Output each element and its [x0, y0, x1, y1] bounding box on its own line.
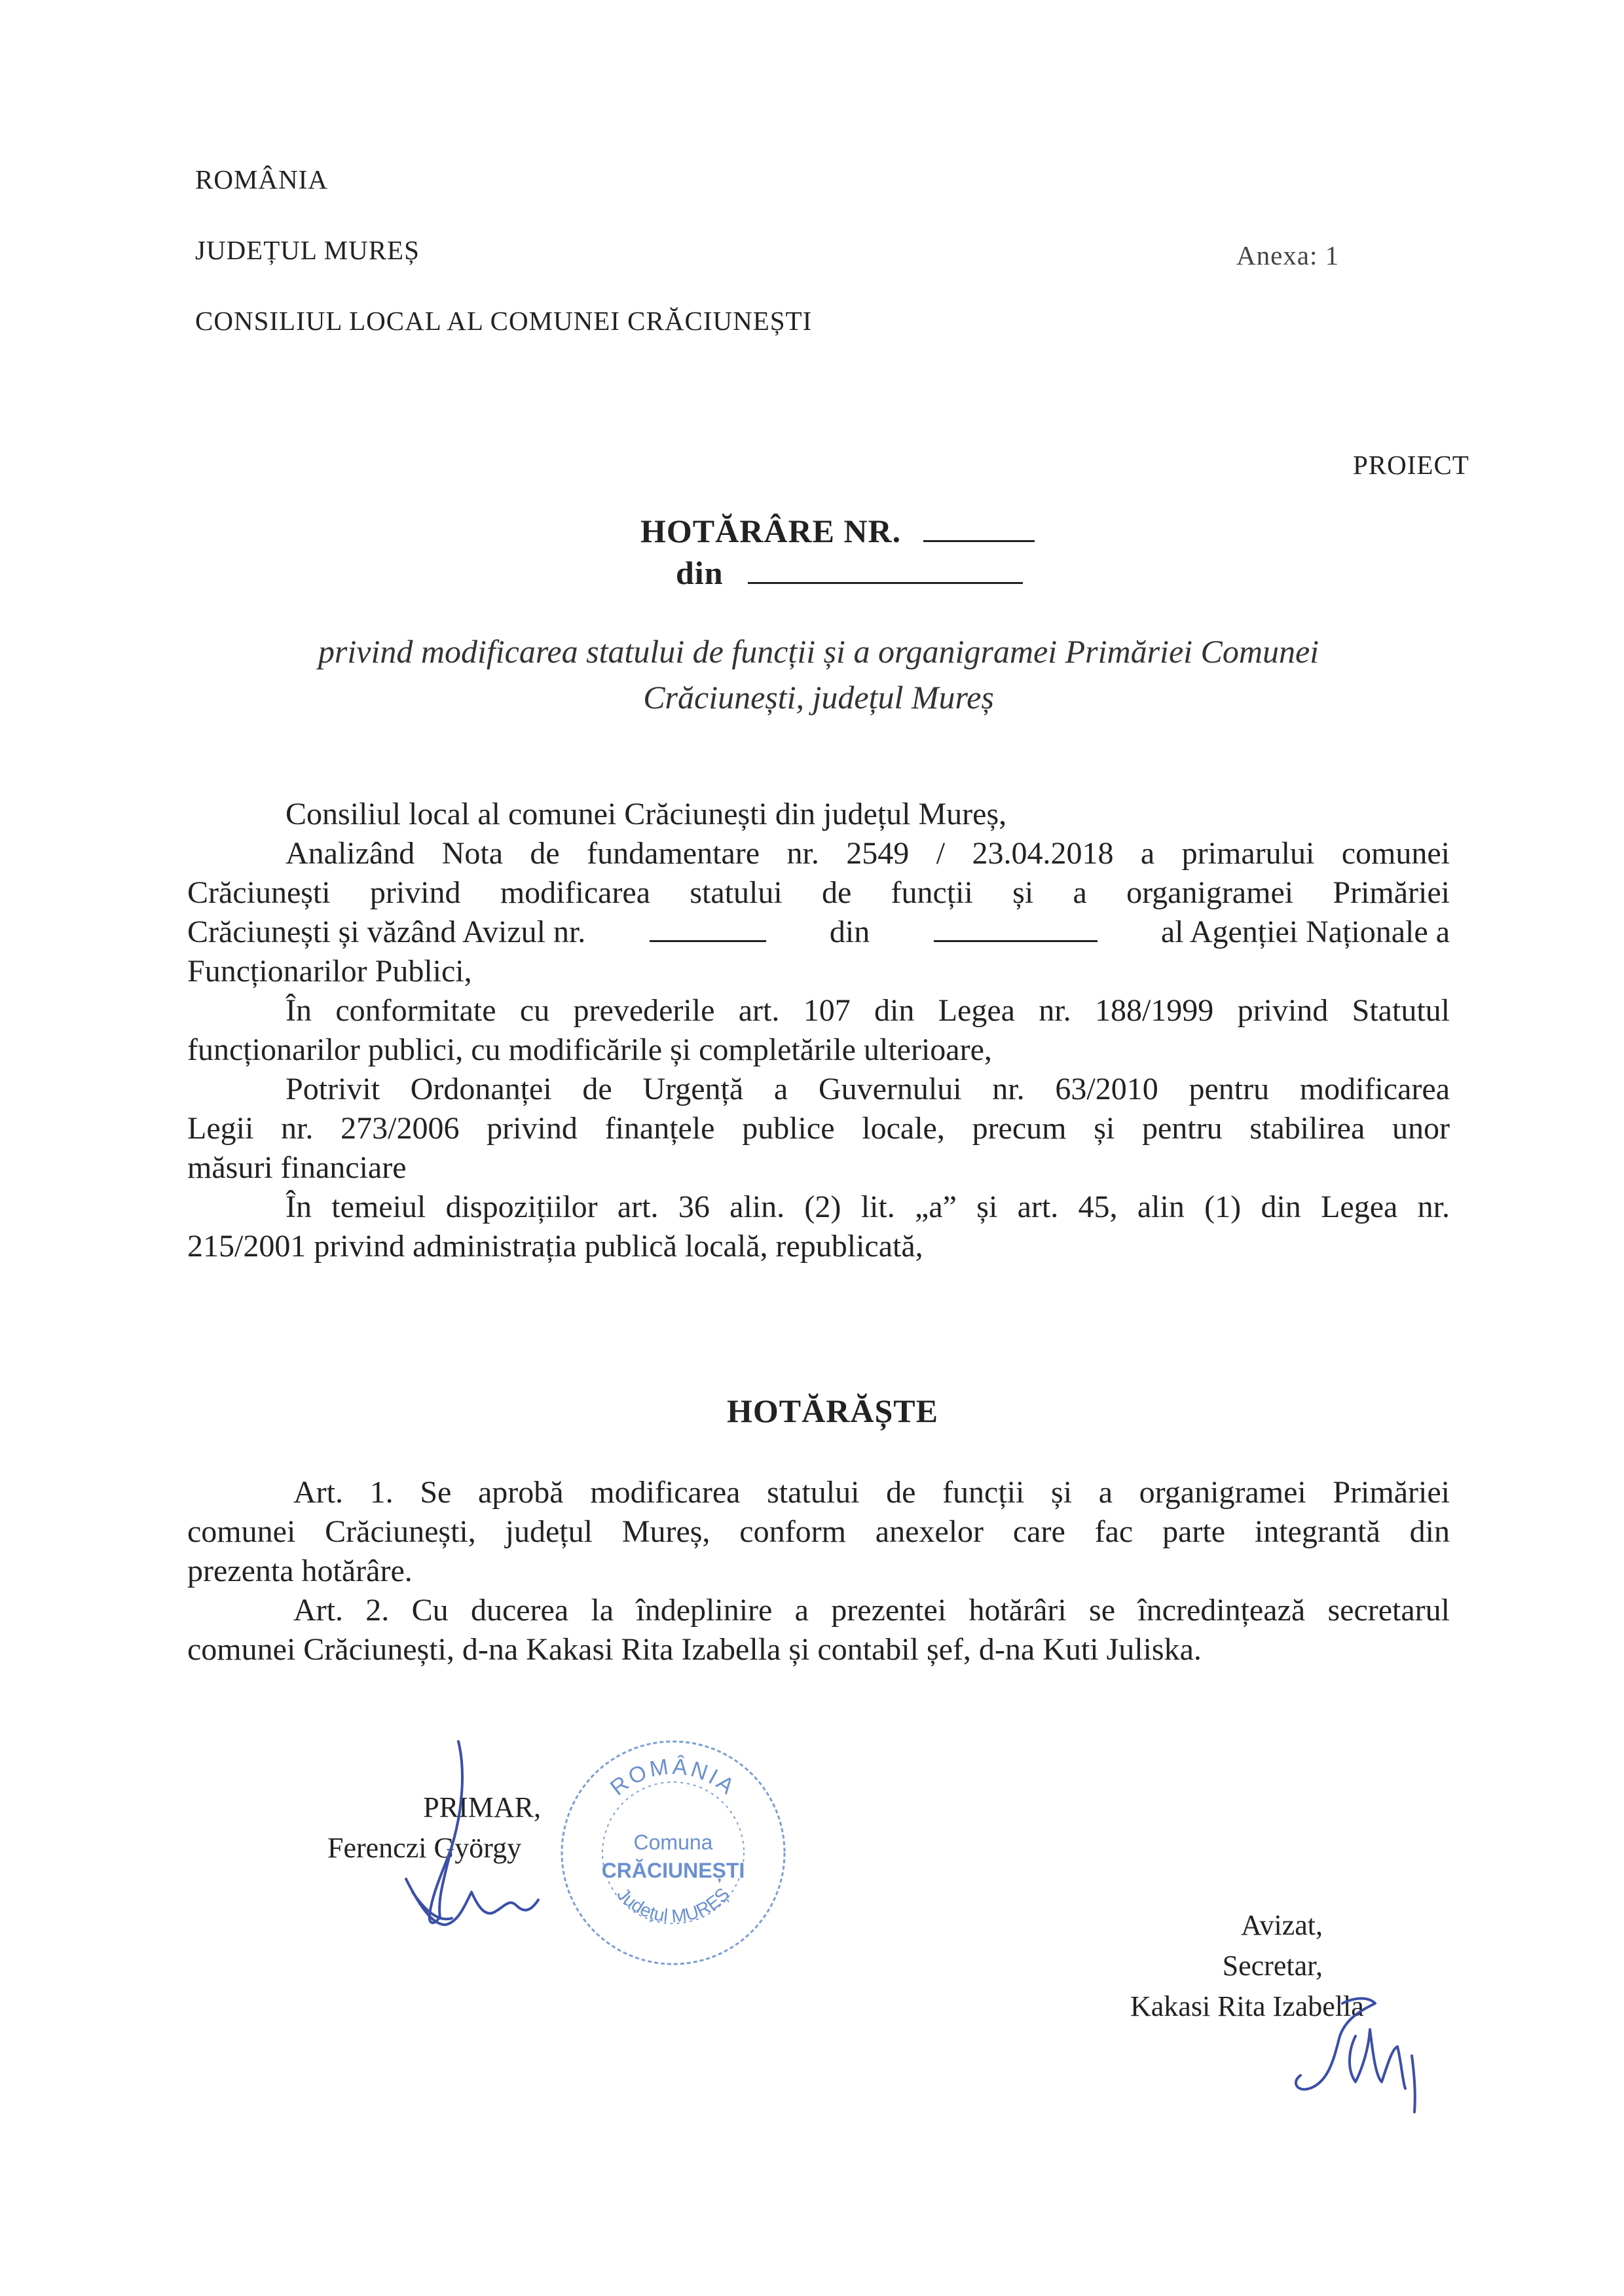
decision-date-blank — [748, 575, 1023, 584]
preamble — [187, 795, 1450, 1266]
secretary-signature — [1283, 1984, 1434, 2115]
decision-date — [676, 554, 1023, 592]
preamble-line: Legii nr. 273/2006 privind finanțele publice locale, precum și pentru stabilirea unor — [187, 1111, 1450, 1146]
article-line: comunei Crăciunești, d-na Kakasi Rita Izabella și contabil șef, d-na Kuti Juliska. — [187, 1632, 1202, 1667]
article-line: Art. 2. Cu ducerea la îndeplinire a prezentei hotărâri se încredințează secretarul — [293, 1593, 1450, 1628]
project-label: PROIECT — [1353, 450, 1469, 480]
decision-date-label: din — [676, 555, 724, 591]
article-line: prezenta hotărâre. — [187, 1554, 413, 1588]
approved-label: Avizat, — [1240, 1909, 1323, 1941]
mayor-title: PRIMAR, — [423, 1791, 541, 1823]
preamble-line: Potrivit Ordonanței de Urgență a Guvernului nr. 63/2010 pentru modificarea — [286, 1072, 1450, 1106]
opinion-agency: al Agenției Naționale a — [1160, 915, 1450, 949]
decision-title — [640, 512, 1035, 550]
subject-line-1: privind modificarea statului de funcții și a organigramei Primăriei Comunei — [318, 633, 1320, 670]
article-line: Art. 1. Se aprobă modificarea statului de funcții și a organigramei Primăriei — [293, 1475, 1450, 1510]
decision-subject — [196, 629, 1441, 720]
preamble-line: În temeiul dispozițiilor art. 36 alin. (2) lit. „a” și art. 45, alin (1) din Legea nr. — [286, 1190, 1450, 1224]
opinion-text: Crăciunești și văzând Avizul nr. — [187, 915, 586, 949]
decision-number-label: HOTĂRÂRE NR. — [640, 513, 902, 549]
preamble-line: funcționarilor publici, cu modificările și completările ulterioare, — [187, 1032, 992, 1067]
official-stamp — [549, 1728, 798, 1977]
stamp-top-text: ROMÂNIA — [605, 1754, 741, 1801]
preamble-line: Funcționarilor Publici, — [187, 954, 472, 989]
decision-number-blank — [923, 534, 1035, 542]
preamble-line: Consiliul local al comunei Crăciunești din județul Mureș, — [286, 797, 1007, 831]
articles — [187, 1473, 1450, 1669]
stamp-middle-1: Comuna — [633, 1831, 713, 1854]
secretary-block — [1126, 1905, 1323, 1986]
opinion-number-blank — [650, 934, 766, 942]
country-heading: ROMÂNIA — [195, 164, 328, 194]
stamp-middle-2: CRĂCIUNEȘTI — [601, 1859, 745, 1882]
preamble-line: 215/2001 privind administrația publică locală, republicată, — [187, 1229, 923, 1264]
stamp-bottom-text: Județul MUREȘ — [613, 1884, 733, 1927]
secretary-name: Kakasi Rita Izabella — [1130, 1990, 1364, 2022]
annex-label: Anexa: 1 — [1236, 240, 1340, 270]
article-line: comunei Crăciunești, județul Mureș, conform anexelor care fac parte integrantă din — [187, 1514, 1450, 1549]
preamble-line: măsuri financiare — [187, 1150, 407, 1185]
opinion-date-blank — [934, 934, 1098, 942]
preamble-line-opinion — [187, 913, 1450, 952]
opinion-din: din — [829, 915, 870, 949]
mayor-name: Ferenczi György — [327, 1832, 522, 1864]
council-heading: CONSILIUL LOCAL AL COMUNEI CRĂCIUNEȘTI — [195, 306, 813, 336]
preamble-line: În conformitate cu prevederile art. 107 din Legea nr. 188/1999 privind Statutul — [286, 993, 1450, 1028]
county-heading: JUDEȚUL MUREȘ — [195, 235, 420, 265]
secretary-title: Secretar, — [1222, 1950, 1323, 1982]
preamble-line: Analizând Nota de fundamentare nr. 2549 / 23.04.2018 a primarului comunei — [286, 836, 1450, 871]
subject-line-2: Crăciunești, județul Mureș — [643, 679, 994, 716]
decides-heading: HOTĂRĂȘTE — [727, 1393, 938, 1429]
mayor-signature — [367, 1728, 563, 1938]
preamble-line: Crăciunești privind modificarea statului de funcții și a organigramei Primăriei — [187, 875, 1450, 910]
